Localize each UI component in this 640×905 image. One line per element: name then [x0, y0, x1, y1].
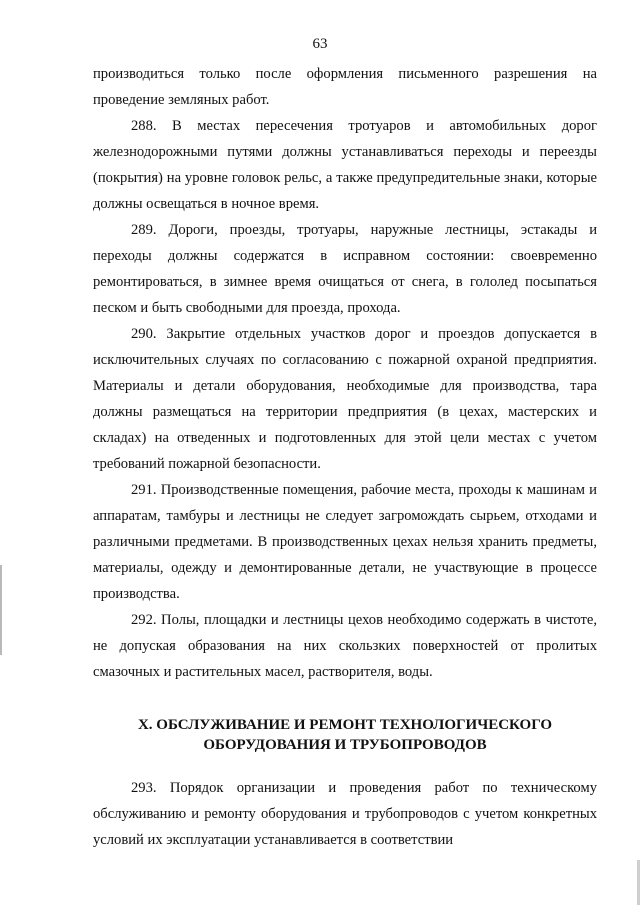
- section-heading: [93, 715, 597, 755]
- paragraph-292: 292. Полы, площадки и лестницы цехов необходимо содержать в чистоте, не допуская образования на них скользких поверхностей от пролитых смазочных и растительных масел, растворителя, воды.: [93, 612, 597, 680]
- paragraph-288: 288. В местах пересечения тротуаров и автомобильных дорог железнодорожными путями должны устанавливаться переходы и переезды (покрытия) на уровне головок рельс, а также предупредительные знаки, которые должны освещаться в ночное время.: [93, 118, 597, 212]
- page-number: 63: [312, 36, 328, 52]
- scan-edge-mark-left: [0, 565, 2, 655]
- paragraph-289: 289. Дороги, проезды, тротуары, наружные лестницы, эстакады и переходы должны содержатся в исправном состоянии: своевременно ремонтироваться, в зимнее время очищаться от снега, в гололед посыпаться песком и быть свободными для проезда, прохода.: [93, 222, 597, 316]
- paragraph-293: 293. Порядок организации и проведения работ по техническому обслуживанию и ремонту оборудования и трубопроводов с учетом конкретных условий их эксплуатации устанавливается в соответствии: [93, 780, 597, 848]
- paragraph-290: 290. Закрытие отдельных участков дорог и проездов допускается в исключительных случаях по согласованию с пожарной охраной предприятия. Материалы и детали оборудования, необходимые для производства, тара должны размещаться на территории предприятия (в цехах, мастерских и складах) на отведенных и подготовленных для этой цели местах с учетом требований пожарной безопасности.: [93, 326, 597, 472]
- section-heading-line-2: ОБОРУДОВАНИЯ И ТРУБОПРОВОДОВ: [203, 737, 487, 753]
- paragraph-291: 291. Производственные помещения, рабочие места, проходы к машинам и аппаратам, тамбуры и лестницы не следует загромождать сырьем, отходами и различными предметами. В производственных цехах нельзя хранить предметы, материалы, одежду и демонтированные детали, не участвующие в процессе производства.: [93, 482, 597, 602]
- page-body: [93, 61, 597, 853]
- section-heading-line-1: X. ОБСЛУЖИВАНИЕ И РЕМОНТ ТЕХНОЛОГИЧЕСКОГО: [137, 717, 553, 733]
- paragraph-continuation: производиться только после оформления письменного разрешения на проведение земляных работ.: [93, 66, 597, 108]
